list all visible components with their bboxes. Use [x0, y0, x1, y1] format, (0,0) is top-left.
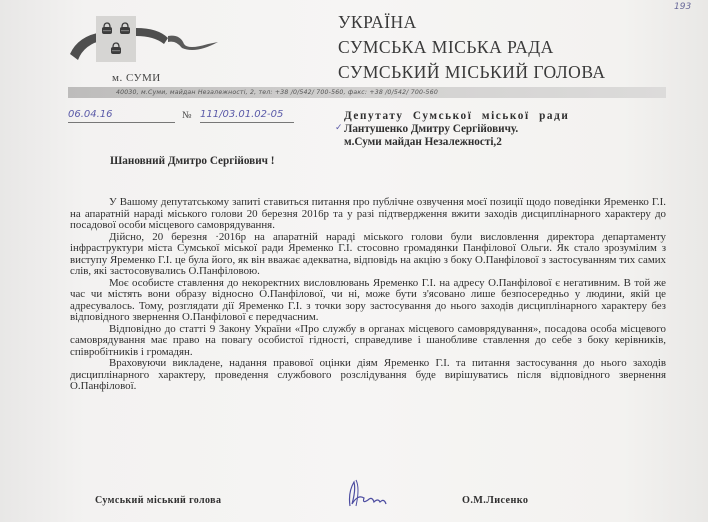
body-paragraph: У Вашому депутатському запиті ставиться питання про публічне озвучення моєї позиції щодо поведінки Яременко Г.І. на апаратній нараді міського голови 20 березня 2016р та у разі підтвердження вжити заходів дисциплінарного характеру до посадової особи місцевого самоврядування.	[70, 196, 666, 231]
org-line-council: СУМСЬКА МІСЬКА РАДА	[338, 37, 554, 57]
body-paragraph: Враховуючи викладене, надання правової оцінки діям Яременко Г.І. та питання застосування до нього заходів дисциплінарного характеру, проведення службового розслідування буде вирішуватись після відповідного звернення О.Панфілової.	[70, 357, 666, 392]
recipient-line-1: Депутату Сумської міської ради	[344, 110, 570, 122]
logo-swoosh-icon	[68, 14, 228, 74]
coat-of-arms-icon	[96, 16, 136, 62]
address-text: 40030, м.Суми, майдан Незалежності, 2, тел: +38 /0/542/ 700-560, факс: +38 /0/542/ 700-560	[116, 89, 438, 96]
salutation: Шановний Дмитро Сергійович !	[110, 155, 275, 167]
body-paragraph: Моє особисте ставлення до некоректних висловлювань Яременко Г.І. на адресу О.Панфілової є негативним. В той же час чи містять вони образу відносно О.Панфілової, чи ні, може бути з'ясовано лише безпосередньо у людини, якій це адресувалось. Тому, розглядати дії Яременко Г.І. з точки зору застосування до нього заходів дисциплінарного характеру без відповідного звернення О.Панфілової є передчасним.	[70, 276, 666, 323]
body-paragraph: Відповідно до статті 9 Закону України «Про службу в органах місцевого самоврядування», посадова особа місцевого самоврядування має право на повагу особистої гідності, справедливе і шанобливе ставлення до себе з боку керівників, співробітників і громадян.	[70, 322, 666, 358]
organization-title	[338, 10, 606, 85]
signatory-title: Сумський міський голова	[95, 495, 222, 506]
letter-body	[70, 197, 666, 393]
signatory-name: О.М.Лисенко	[462, 495, 529, 506]
money-bag-icon	[101, 22, 113, 35]
body-paragraph: Дійсно, 20 березня ·2016р на апаратній нараді міського голови були висловлення директора департаменту інфраструктури міста Сумської міської ради Яременко Г.І. стосовно громадянки Панфілової Ольги. Як стало зрозумілим з виступу Яременко Г.І. це була його, як він вважає адекватна, відповідь на акцію з боку О.Панфілової з застосуванням тих самих слів, які застосовувались О.Панфіловою.	[70, 230, 666, 277]
handwritten-signature-icon	[342, 478, 392, 510]
signature-block	[95, 490, 655, 510]
recipient-line-2: Лантушенко Дмитру Сергійовичу.	[344, 123, 519, 135]
document-number: 111/03.01.02-05	[200, 109, 294, 123]
org-line-country: УКРАЇНА	[338, 12, 417, 32]
city-logo	[68, 14, 228, 74]
number-label: №	[182, 110, 192, 121]
money-bag-icon	[110, 42, 122, 55]
recipient-block	[335, 110, 570, 149]
recipient-line-3: м.Суми майдан Незалежності,2	[344, 136, 502, 148]
page-number: 193	[674, 2, 692, 12]
check-mark-icon: ✓	[335, 123, 343, 133]
address-bar	[68, 87, 666, 98]
money-bag-icon	[119, 22, 131, 35]
org-line-mayor: СУМСЬКИЙ МІСЬКИЙ ГОЛОВА	[338, 62, 606, 82]
city-label: м. СУМИ	[112, 72, 161, 84]
date-field: 06.04.16	[68, 109, 175, 123]
